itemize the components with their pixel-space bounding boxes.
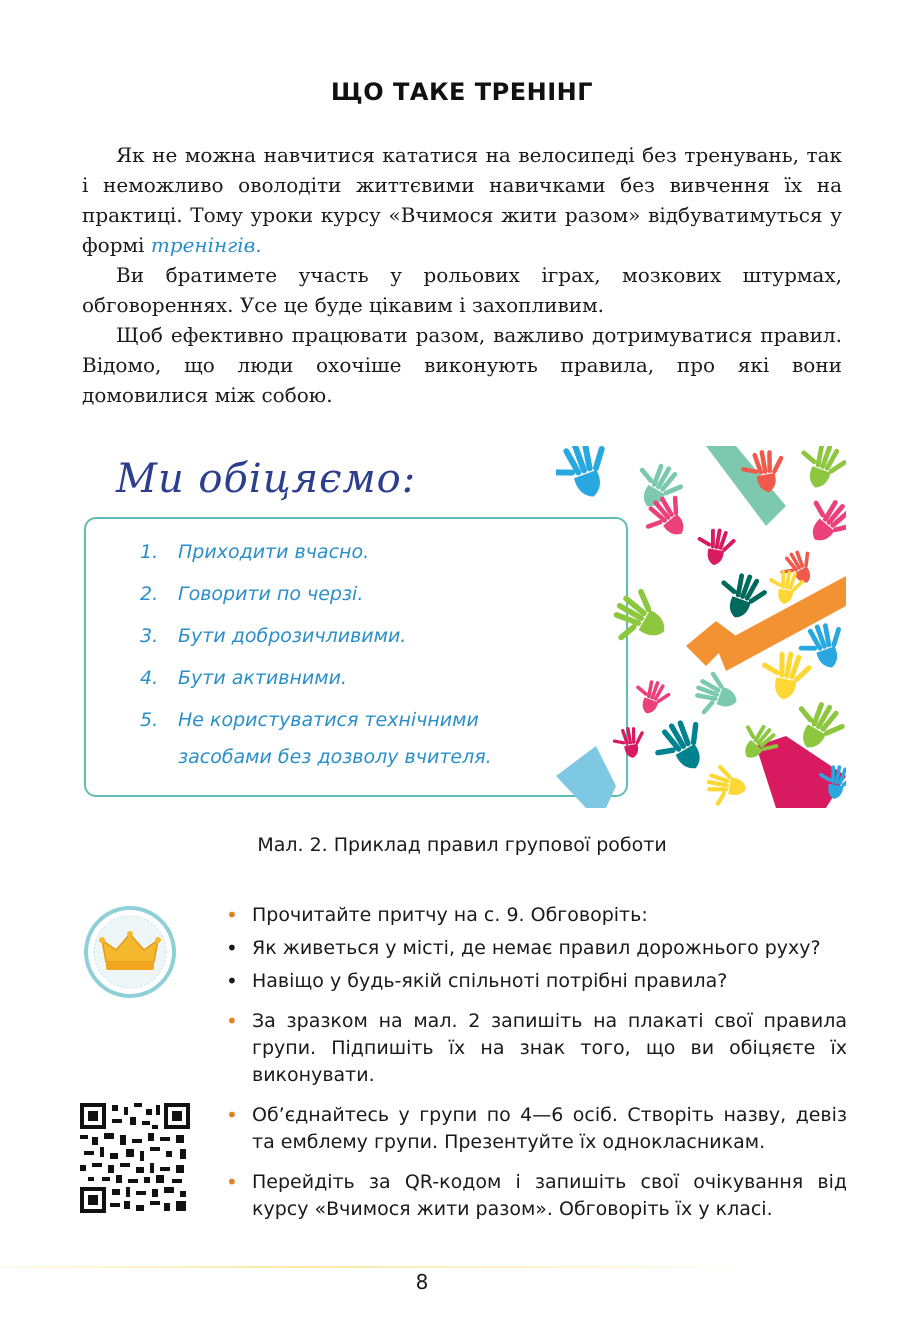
hand-shape [613, 726, 646, 760]
task-text: За зразком на мал. 2 запишіть на плакаті свої правила групи. Підпишіть їх на знак того, що ви обіцяєте їх виконувати. [252, 1010, 847, 1086]
hand-shape [631, 677, 671, 718]
task-text: Об’єднайтесь у групи по 4—6 осіб. Створіть назву, девіз та емблему групи. Презентуйте їх однокласникам. [252, 1104, 847, 1153]
figure-caption: Мал. 2. Приклад правил групової роботи [257, 834, 667, 856]
intro-paragraph-1 [82, 140, 842, 260]
task-subitem [224, 935, 847, 962]
rule-item [140, 660, 620, 697]
task-text: Перейдіть за QR-кодом і запишіть свої очікування від курсу «Вчимося жити разом». Обговоріть їх у класі. [252, 1171, 847, 1220]
task-subitem [224, 968, 847, 995]
rule-item [140, 618, 620, 655]
page-number: 8 [415, 1270, 429, 1294]
rule-number: 3. [140, 625, 159, 647]
intro-paragraph-3: Щоб ефективно працювати разом, важливо дотримуватися правил. Відомо, що люди охочіше виконують правила, про які вони домовилися між собою. [82, 323, 842, 407]
rule-number: 5. [140, 709, 159, 731]
rule-number: 2. [140, 583, 159, 605]
intro-text [82, 140, 842, 410]
rule-item [140, 702, 620, 776]
rule-text: Говорити по черзі. [178, 583, 364, 605]
rules-list [140, 534, 620, 781]
task-text: Як живеться у місті, де немає правил дорожнього руху? [252, 937, 821, 959]
intro-paragraph-1-text: Як не можна навчитися кататися на велосипеді без тренувань, так і неможливо оволодіти життєвими навичками без вивчення їх на практиці. Тому уроки курсу «Вчимося жити разом» відбуватимуться у формі [82, 143, 842, 257]
hand-shape [794, 446, 846, 494]
task-text: Прочитайте притчу на с. 9. Обговоріть: [252, 904, 648, 926]
task-item [224, 1169, 847, 1223]
intro-paragraph-2: Ви братимете участь у рольових іграх, мозкових штурмах, обговореннях. Усе це буде цікавим і захопливим. [82, 263, 842, 317]
hand-shape [759, 650, 810, 703]
qr-code-icon[interactable] [80, 1103, 190, 1213]
footer-divider [0, 1266, 740, 1268]
orange-bullet-icon: • [226, 903, 238, 927]
colorful-hands-illustration [556, 446, 846, 808]
hand-shape [714, 569, 768, 624]
rule-text: Не користуватися технічними засобами без дозволу вчителя. [178, 709, 492, 768]
rule-item [140, 576, 620, 613]
promise-heading: Ми обіцяємо: [116, 456, 417, 502]
page-title: ЩО ТАКЕ ТРЕНІНГ [330, 78, 594, 106]
hand-shape [696, 527, 735, 567]
task-text: Навіщо у будь-якій спільноті потрібні правила? [252, 970, 728, 992]
hand-shape [798, 492, 846, 552]
crown-icon [84, 906, 176, 998]
orange-bullet-icon: • [226, 1170, 238, 1194]
hand-shape [691, 671, 742, 721]
rule-number: 1. [140, 541, 159, 563]
orange-bullet-icon: • [226, 1009, 238, 1033]
hand-shape [606, 586, 675, 654]
hand-shape [706, 766, 750, 808]
task-item [224, 1008, 847, 1089]
rule-text: Приходити вчасно. [178, 541, 370, 563]
task-list [224, 902, 847, 1223]
hand-shape [650, 715, 715, 780]
rule-text: Бути активними. [178, 667, 347, 689]
hand-shape [556, 446, 616, 506]
task-item [224, 902, 847, 929]
orange-bullet-icon: • [226, 1103, 238, 1127]
task-item [224, 1102, 847, 1156]
rule-item [140, 534, 620, 571]
bullet-icon: • [226, 969, 238, 993]
bullet-icon: • [226, 936, 238, 960]
rule-text: Бути доброзичливими. [178, 625, 407, 647]
rule-number: 4. [140, 667, 159, 689]
trainings-highlight: тренінгів. [150, 233, 262, 257]
